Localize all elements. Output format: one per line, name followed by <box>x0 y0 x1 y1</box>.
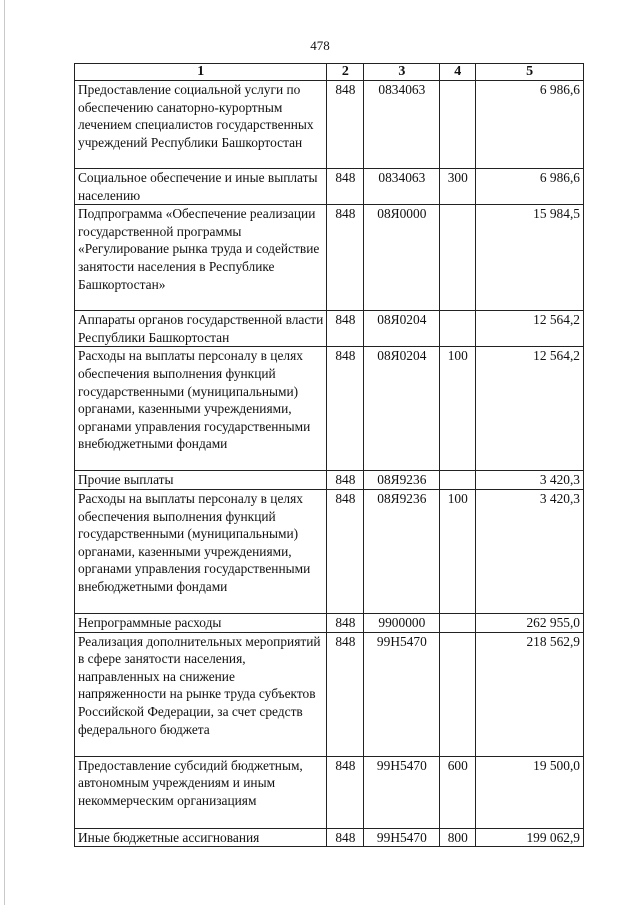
table-row <box>75 613 584 632</box>
row-target-code: 9900000 <box>364 613 440 632</box>
row-ministry-code: 848 <box>327 169 364 205</box>
table-row <box>75 489 584 613</box>
row-amount: 6 986,6 <box>476 169 584 205</box>
row-name: Иные бюджетные ассигнования <box>75 828 327 847</box>
row-ministry-code: 848 <box>327 632 364 756</box>
row-ministry-code: 848 <box>327 205 364 311</box>
row-ministry-code: 848 <box>327 613 364 632</box>
row-amount: 12 564,2 <box>476 347 584 471</box>
row-amount: 3 420,3 <box>476 489 584 613</box>
row-name: Предоставление социальной услуги по обеспечению санаторно-курортным лечением специалистов государственных учреждений Республики Башкортостан <box>75 81 327 169</box>
row-target-code: 08Я9236 <box>364 489 440 613</box>
row-expense-type: 800 <box>440 828 476 847</box>
row-ministry-code: 848 <box>327 311 364 347</box>
table-row <box>75 205 584 311</box>
row-target-code: 08Я9236 <box>364 471 440 490</box>
row-name: Прочие выплаты <box>75 471 327 490</box>
row-name: Предоставление субсидий бюджетным, автономным учреждениям и иным некоммерческим организациям <box>75 756 327 828</box>
row-target-code: 99Н5470 <box>364 756 440 828</box>
row-target-code: 08Я0204 <box>364 347 440 471</box>
row-expense-type <box>440 81 476 169</box>
row-target-code: 08Я0204 <box>364 311 440 347</box>
table-row <box>75 169 584 205</box>
table-row <box>75 471 584 490</box>
row-amount: 3 420,3 <box>476 471 584 490</box>
row-target-code: 0834063 <box>364 169 440 205</box>
budget-table <box>74 63 584 847</box>
row-target-code: 99Н5470 <box>364 632 440 756</box>
row-expense-type <box>440 205 476 311</box>
row-amount: 6 986,6 <box>476 81 584 169</box>
table-row <box>75 756 584 828</box>
header-col-1: 1 <box>75 64 327 81</box>
row-amount: 15 984,5 <box>476 205 584 311</box>
row-name: Подпрограмма «Обеспечение реализации государственной программы «Регулирование рынка труда и содействие занятости населения в Республике Башкортостан» <box>75 205 327 311</box>
table-row <box>75 311 584 347</box>
row-ministry-code: 848 <box>327 81 364 169</box>
header-col-5: 5 <box>476 64 584 81</box>
table-row <box>75 828 584 847</box>
header-row <box>75 64 584 81</box>
table-row <box>75 81 584 169</box>
row-expense-type <box>440 471 476 490</box>
row-name: Аппараты органов государственной власти Республики Башкортостан <box>75 311 327 347</box>
row-expense-type: 300 <box>440 169 476 205</box>
table-row <box>75 347 584 471</box>
row-expense-type: 600 <box>440 756 476 828</box>
row-expense-type <box>440 613 476 632</box>
row-name: Расходы на выплаты персоналу в целях обеспечения выполнения функций государственными (муниципальными) органами, казенными учреждениями, органами управления государственными внебюджетными фондами <box>75 347 327 471</box>
row-amount: 262 955,0 <box>476 613 584 632</box>
scan-edge <box>4 0 5 905</box>
row-amount: 12 564,2 <box>476 311 584 347</box>
row-amount: 218 562,9 <box>476 632 584 756</box>
row-target-code: 08Я0000 <box>364 205 440 311</box>
row-name: Реализация дополнительных мероприятий в сфере занятости населения, направленных на снижение напряженности на рынке труда субъектов Российской Федерации, за счет средств федерального бюджета <box>75 632 327 756</box>
row-ministry-code: 848 <box>327 756 364 828</box>
table-row <box>75 632 584 756</box>
row-expense-type <box>440 311 476 347</box>
header-col-2: 2 <box>327 64 364 81</box>
header-col-4: 4 <box>440 64 476 81</box>
row-name: Расходы на выплаты персоналу в целях обеспечения выполнения функций государственными (муниципальными) органами, казенными учреждениями, органами управления государственными внебюджетными фондами <box>75 489 327 613</box>
row-amount: 199 062,9 <box>476 828 584 847</box>
row-ministry-code: 848 <box>327 347 364 471</box>
row-ministry-code: 848 <box>327 489 364 613</box>
row-ministry-code: 848 <box>327 471 364 490</box>
row-name: Непрограммные расходы <box>75 613 327 632</box>
page-number: 478 <box>310 38 330 53</box>
row-expense-type: 100 <box>440 347 476 471</box>
row-target-code: 99Н5470 <box>364 828 440 847</box>
row-expense-type: 100 <box>440 489 476 613</box>
row-name: Социальное обеспечение и иные выплаты населению <box>75 169 327 205</box>
row-target-code: 0834063 <box>364 81 440 169</box>
row-amount: 19 500,0 <box>476 756 584 828</box>
row-expense-type <box>440 632 476 756</box>
header-col-3: 3 <box>364 64 440 81</box>
row-ministry-code: 848 <box>327 828 364 847</box>
